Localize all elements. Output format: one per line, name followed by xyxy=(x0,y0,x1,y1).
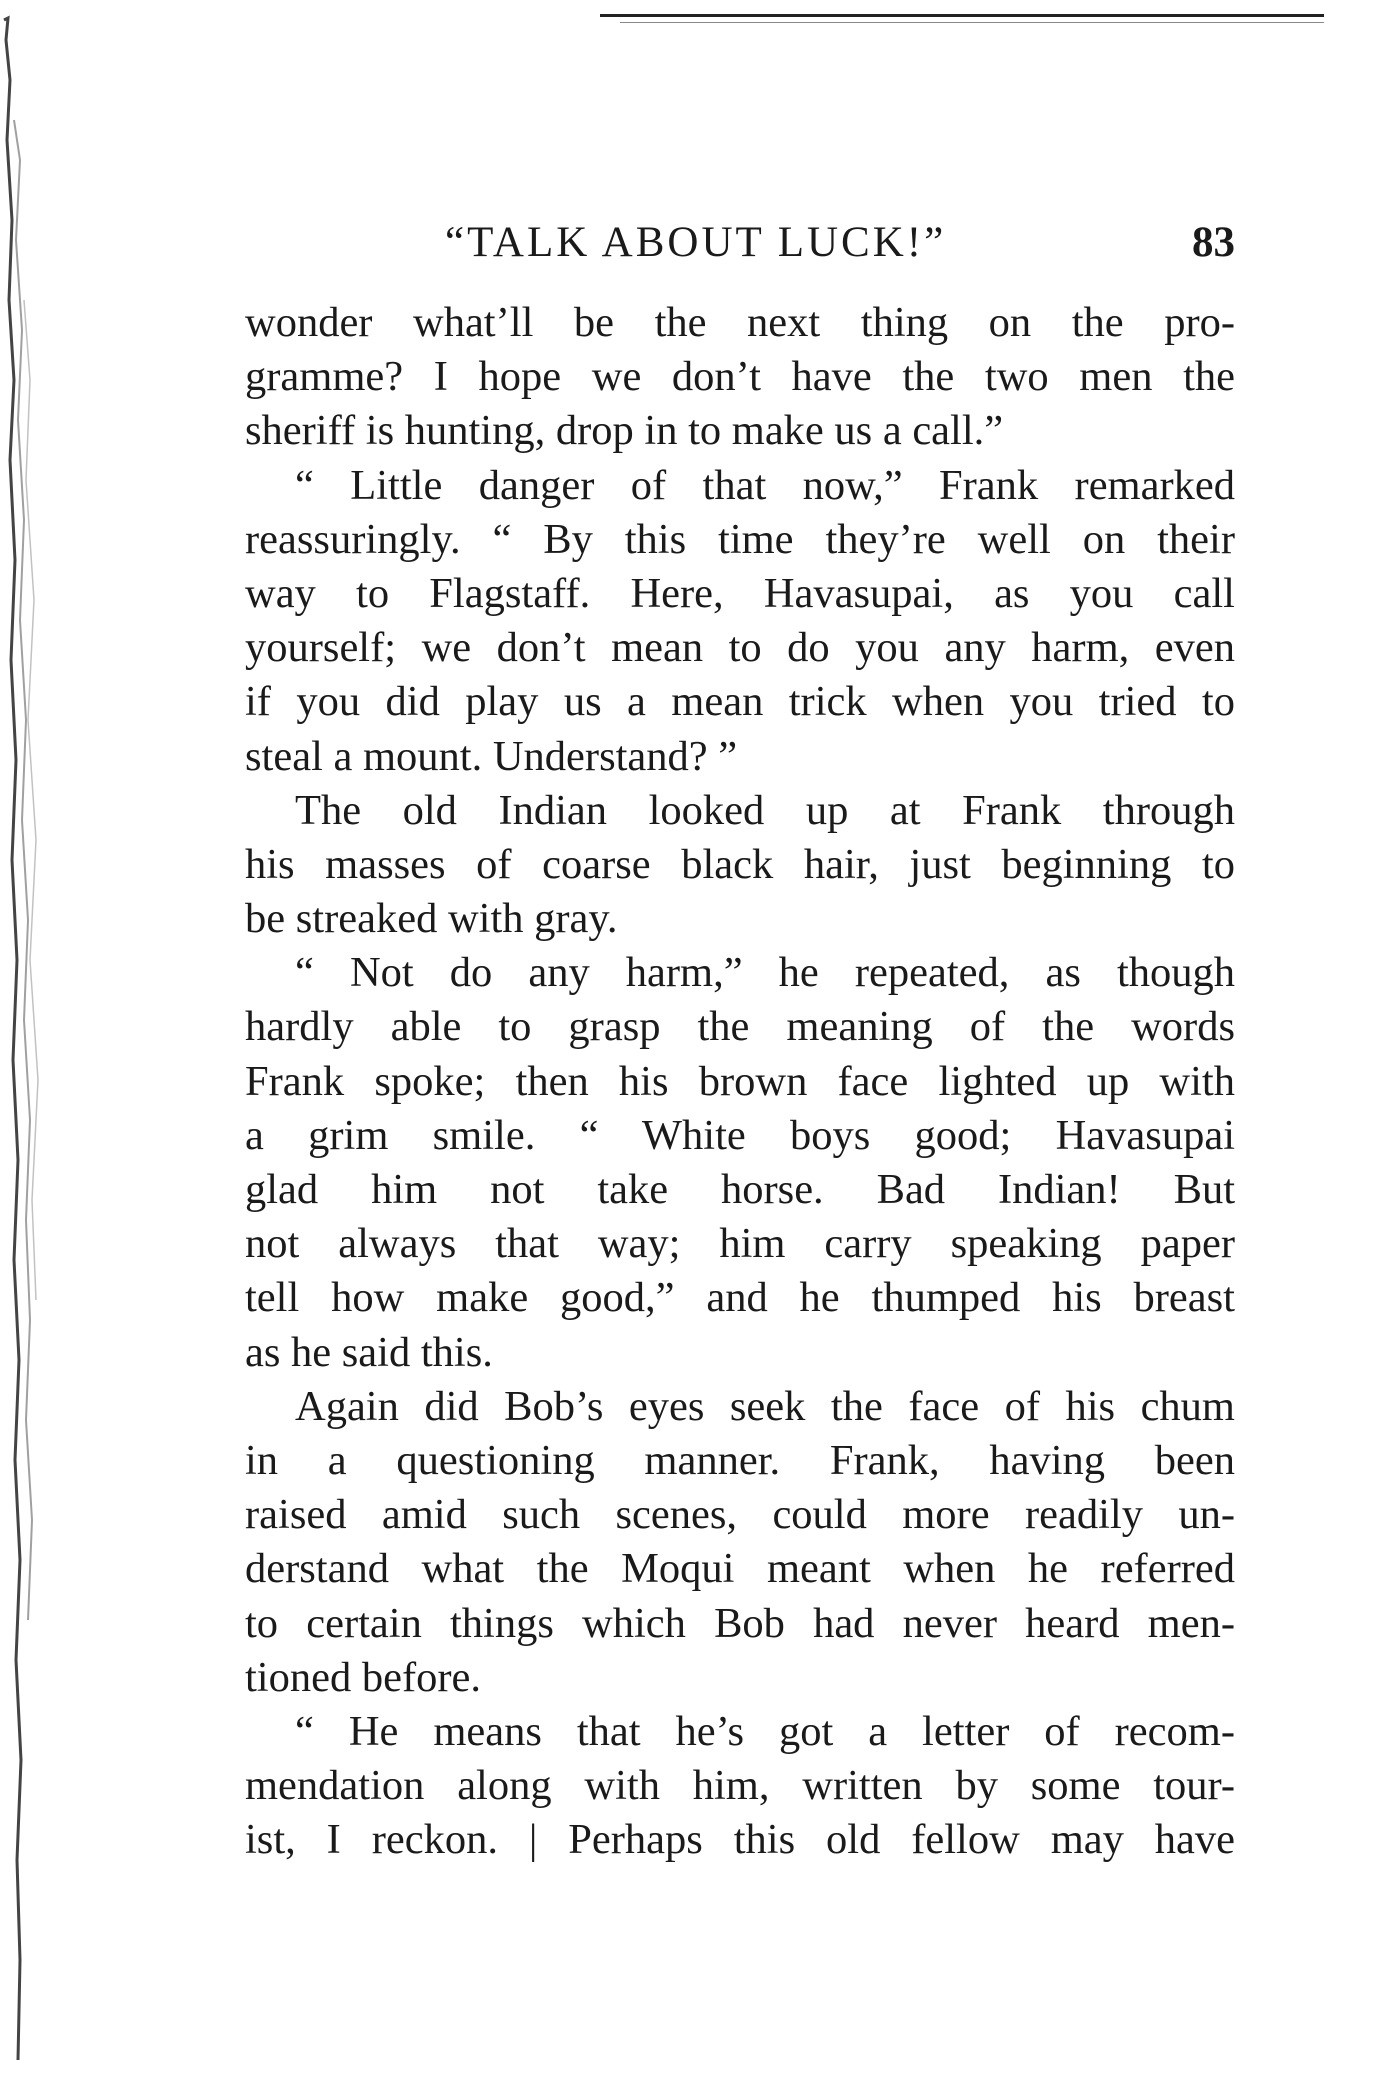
top-rule-thin xyxy=(620,22,1324,23)
text-line: raised amid such scenes, could more readily un- xyxy=(245,1491,1235,1539)
text-line: “ He means that he’s got a letter of recom- xyxy=(295,1707,1235,1755)
text-line: tell how make good,” and he thumped his breast xyxy=(245,1274,1235,1322)
text-line: in a questioning manner. Frank, having been xyxy=(245,1436,1235,1484)
text-line: to certain things which Bob had never heard men- xyxy=(245,1599,1235,1647)
text-line: hardly able to grasp the meaning of the words xyxy=(245,1003,1235,1051)
text-line: if you did play us a mean trick when you tried to xyxy=(245,678,1235,726)
text-line: sheriff is hunting, drop in to make us a call.” xyxy=(245,407,1004,455)
text-line: wonder what’ll be the next thing on the pro- xyxy=(245,299,1235,346)
text-line: gramme? I hope we don’t have the two men the xyxy=(245,353,1235,401)
text-line: not always that way; him carry speaking paper xyxy=(245,1220,1235,1268)
body-text xyxy=(245,296,1235,1867)
text-line: Frank spoke; then his brown face lighted up with xyxy=(245,1057,1235,1105)
text-line: “ Not do any harm,” he repeated, as though xyxy=(295,949,1235,997)
text-line: as he said this. xyxy=(245,1328,493,1376)
text-line: a grim smile. “ White boys good; Havasupai xyxy=(245,1111,1235,1159)
text-line: derstand what the Moqui meant when he referred xyxy=(245,1545,1235,1593)
text-line: The old Indian looked up at Frank through xyxy=(295,786,1235,834)
text-line: yourself; we don’t mean to do you any harm, even xyxy=(245,624,1235,672)
text-line: “ Little danger of that now,” Frank remarked xyxy=(295,461,1235,509)
text-line: ist, I reckon. | Perhaps this old fellow may have xyxy=(245,1816,1235,1864)
text-line: be streaked with gray. xyxy=(245,895,618,943)
text-line: his masses of coarse black hair, just beginning to xyxy=(245,840,1235,888)
text-line: glad him not take horse. Bad Indian! But xyxy=(245,1166,1235,1213)
text-line: way to Flagstaff. Here, Havasupai, as you call xyxy=(245,569,1235,617)
binding-edge xyxy=(0,0,60,2090)
text-line: Again did Bob’s eyes seek the face of his chum xyxy=(295,1382,1235,1430)
top-rule xyxy=(600,14,1324,17)
text-line: tioned before. xyxy=(245,1653,482,1701)
page-header xyxy=(245,218,1235,278)
text-line: steal a mount. Understand? ” xyxy=(245,732,738,780)
text-line: reassuringly. “ By this time they’re well on their xyxy=(245,515,1235,563)
running-title: “TALK ABOUT LUCK!” xyxy=(445,219,947,266)
page-number: 83 xyxy=(1192,219,1235,266)
text-line: mendation along with him, written by some tour- xyxy=(245,1762,1235,1810)
